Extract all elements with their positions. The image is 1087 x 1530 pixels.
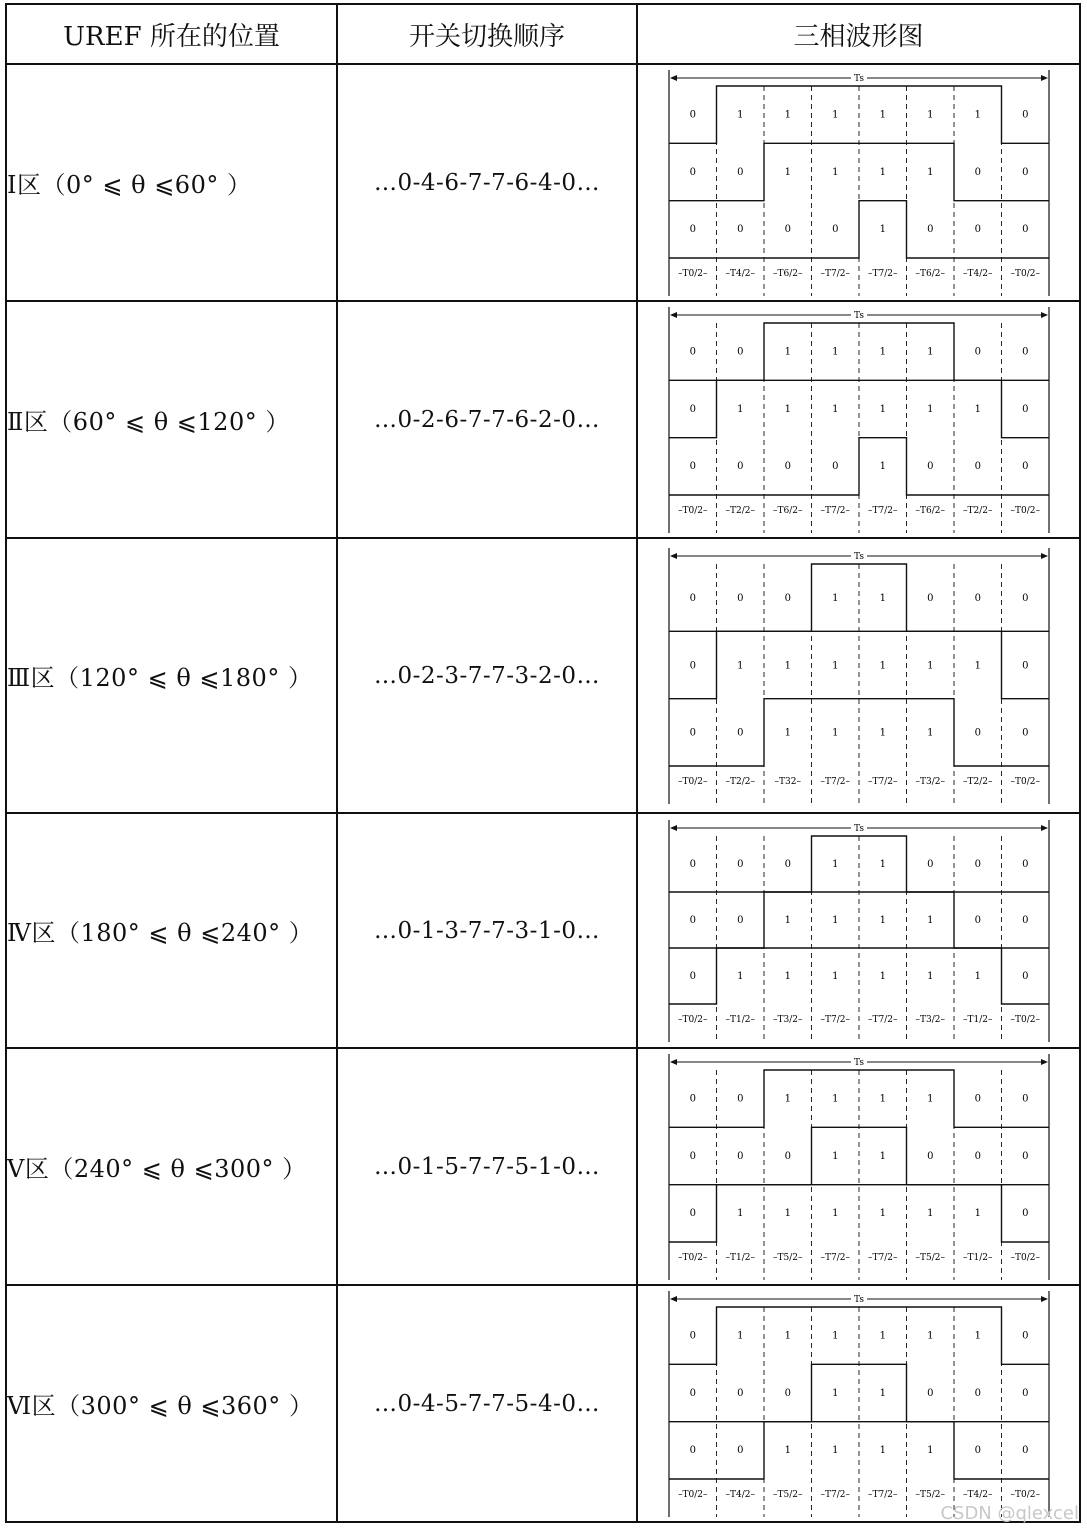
phase-state-label: 0: [1021, 1444, 1028, 1456]
phase-state-label: 1: [784, 1444, 791, 1456]
phase-state-label: 1: [784, 1207, 791, 1219]
phase-state-label: 0: [1021, 1387, 1028, 1399]
phase-state-label: 0: [1021, 1207, 1028, 1219]
phase-state-label: 1: [831, 403, 838, 415]
ts-arrow-left: [670, 1059, 677, 1065]
phase-state-label: 0: [736, 1444, 743, 1456]
phase-state-label: 1: [926, 914, 933, 926]
waveform-diagram: [659, 546, 1059, 806]
phase-state-label: 0: [974, 1387, 981, 1399]
interval-label: –T6/2–: [915, 268, 945, 279]
sector-label: Ⅵ区（300° ⩽ θ ⩽360° ）: [6, 1285, 337, 1522]
phase-state-label: 0: [974, 727, 981, 739]
interval-label: –T2/2–: [725, 505, 755, 516]
phase-state-label: 0: [689, 403, 696, 415]
phase-state-label: 1: [879, 346, 886, 358]
header-row: [6, 4, 1080, 64]
phase-state-label: 1: [831, 1387, 838, 1399]
phase-state-label: 1: [784, 659, 791, 671]
ts-arrow-left: [670, 553, 677, 559]
table-row: [6, 1048, 1080, 1285]
phase-state-label: 1: [784, 403, 791, 415]
phase-state-label: 1: [784, 109, 791, 121]
interval-label: –T7/2–: [820, 505, 850, 516]
header-position: UREF 所在的位置: [6, 4, 337, 64]
phase-state-label: 0: [1021, 727, 1028, 739]
interval-label: –T0/2–: [677, 505, 707, 516]
interval-label: –T7/2–: [820, 1489, 850, 1500]
interval-label: –T1/2–: [962, 1252, 992, 1263]
phase-state-label: 0: [974, 858, 981, 870]
interval-label: –T0/2–: [1010, 1014, 1040, 1025]
phase-state-label: 1: [736, 403, 743, 415]
phase-state-label: 1: [736, 1207, 743, 1219]
interval-label: –T7/2–: [867, 1489, 897, 1500]
header-waveform: 三相波形图: [637, 4, 1080, 64]
ts-arrow-right: [1041, 312, 1048, 318]
phase-state-label: 0: [1021, 858, 1028, 870]
interval-label: –T7/2–: [867, 268, 897, 279]
interval-label: –T7/2–: [820, 776, 850, 787]
phase-state-label: 0: [974, 592, 981, 604]
phase-state-label: 0: [736, 858, 743, 870]
phase-state-label: 1: [831, 166, 838, 178]
phase-state-label: 0: [689, 109, 696, 121]
interval-label: –T3/2–: [915, 776, 945, 787]
interval-label: –T5/2–: [915, 1252, 945, 1263]
interval-label: –T4/2–: [725, 1489, 755, 1500]
phase-state-label: 0: [736, 223, 743, 235]
phase-state-label: 0: [974, 460, 981, 472]
phase-state-label: 0: [926, 858, 933, 870]
phase-state-label: 1: [879, 727, 886, 739]
phase-state-label: 1: [784, 346, 791, 358]
phase-state-label: 0: [926, 460, 933, 472]
waveform-cell: [637, 301, 1080, 538]
phase-state-label: 1: [831, 592, 838, 604]
interval-label: –T0/2–: [677, 1014, 707, 1025]
interval-label: –T7/2–: [820, 1252, 850, 1263]
phase-state-label: 0: [1021, 1093, 1028, 1105]
phase-state-label: 1: [784, 970, 791, 982]
phase-state-label: 1: [926, 1093, 933, 1105]
interval-label: –T0/2–: [1010, 776, 1040, 787]
sector-label: Ⅴ区（240° ⩽ θ ⩽300° ）: [6, 1048, 337, 1285]
phase-state-label: 1: [926, 346, 933, 358]
phase-state-label: 1: [831, 109, 838, 121]
interval-label: –T0/2–: [1010, 505, 1040, 516]
phase-state-label: 1: [926, 166, 933, 178]
waveform-cell: [637, 1285, 1080, 1522]
phase-state-label: 0: [926, 223, 933, 235]
interval-label: –T0/2–: [677, 776, 707, 787]
phase-state-label: 1: [736, 1330, 743, 1342]
ts-label: Ts: [853, 310, 864, 321]
phase-state-label: 0: [736, 914, 743, 926]
interval-label: –T0/2–: [1010, 268, 1040, 279]
ts-label: Ts: [853, 551, 864, 562]
ts-label: Ts: [853, 73, 864, 84]
interval-label: –T7/2–: [820, 1014, 850, 1025]
phase-state-label: 1: [926, 1207, 933, 1219]
waveform-cell: [637, 1048, 1080, 1285]
interval-label: –T4/2–: [725, 268, 755, 279]
phase-state-label: 1: [831, 1330, 838, 1342]
phase-state-label: 1: [974, 109, 981, 121]
waveform-cell: [637, 813, 1080, 1048]
interval-label: –T2/2–: [962, 505, 992, 516]
phase-state-label: 0: [689, 223, 696, 235]
phase-state-label: 1: [784, 166, 791, 178]
ts-arrow-left: [670, 1296, 677, 1302]
phase-state-label: 0: [1021, 659, 1028, 671]
ts-arrow-right: [1041, 75, 1048, 81]
sector-label: Ⅰ区（0° ⩽ θ ⩽60° ）: [6, 64, 337, 301]
phase-state-label: 0: [784, 1150, 791, 1162]
phase-state-label: 0: [784, 1387, 791, 1399]
switch-sequence: …0-2-6-7-7-6-2-0…: [337, 301, 637, 538]
phase-state-label: 0: [831, 223, 838, 235]
table-row: [6, 813, 1080, 1048]
interval-label: –T4/2–: [962, 268, 992, 279]
phase-state-label: 0: [689, 1207, 696, 1219]
phase-state-label: 1: [926, 727, 933, 739]
interval-label: –T1/2–: [725, 1014, 755, 1025]
interval-label: –T7/2–: [867, 1252, 897, 1263]
ts-label: Ts: [853, 1294, 864, 1305]
interval-label: –T4/2–: [962, 1489, 992, 1500]
interval-label: –T32–: [774, 776, 801, 787]
phase-state-label: 1: [736, 659, 743, 671]
phase-state-label: 0: [784, 592, 791, 604]
table-row: [6, 1285, 1080, 1522]
phase-state-label: 1: [974, 1207, 981, 1219]
phase-state-label: 0: [831, 460, 838, 472]
phase-state-label: 1: [879, 970, 886, 982]
interval-label: –T0/2–: [677, 1489, 707, 1500]
phase-state-label: 1: [831, 1207, 838, 1219]
phase-state-label: 0: [689, 592, 696, 604]
phase-state-label: 1: [879, 460, 886, 472]
phase-state-label: 1: [831, 970, 838, 982]
waveform-diagram: [659, 68, 1059, 298]
phase-state-label: 1: [879, 403, 886, 415]
phase-state-label: 0: [689, 166, 696, 178]
phase-state-label: 0: [926, 1387, 933, 1399]
phase-state-label: 0: [689, 1444, 696, 1456]
phase-state-label: 0: [1021, 346, 1028, 358]
phase-state-label: 0: [974, 1150, 981, 1162]
phase-state-label: 1: [831, 1150, 838, 1162]
phase-waveform: [669, 437, 1049, 494]
header-switch-sequence: 开关切换顺序: [337, 4, 637, 64]
interval-label: –T0/2–: [677, 268, 707, 279]
phase-state-label: 0: [1021, 970, 1028, 982]
interval-label: –T3/2–: [772, 1014, 802, 1025]
interval-label: –T2/2–: [725, 776, 755, 787]
phase-state-label: 1: [831, 659, 838, 671]
waveform-diagram: [659, 305, 1059, 535]
phase-state-label: 0: [689, 914, 696, 926]
phase-state-label: 0: [689, 460, 696, 472]
switch-sequence: …0-1-5-7-7-5-1-0…: [337, 1048, 637, 1285]
phase-state-label: 1: [784, 1093, 791, 1105]
phase-state-label: 0: [1021, 109, 1028, 121]
ts-label: Ts: [853, 823, 864, 834]
phase-state-label: 1: [784, 914, 791, 926]
ts-arrow-right: [1041, 1059, 1048, 1065]
phase-state-label: 0: [689, 659, 696, 671]
waveform-cell: [637, 64, 1080, 301]
sector-label: Ⅱ区（60° ⩽ θ ⩽120° ）: [6, 301, 337, 538]
phase-state-label: 0: [1021, 1330, 1028, 1342]
interval-label: –T6/2–: [772, 505, 802, 516]
phase-state-label: 1: [831, 914, 838, 926]
ts-arrow-left: [670, 825, 677, 831]
interval-label: –T7/2–: [820, 268, 850, 279]
phase-state-label: 1: [974, 403, 981, 415]
interval-label: –T0/2–: [1010, 1489, 1040, 1500]
interval-label: –T5/2–: [772, 1489, 802, 1500]
sector-label: Ⅲ区（120° ⩽ θ ⩽180° ）: [6, 538, 337, 813]
phase-state-label: 0: [689, 727, 696, 739]
table-row: [6, 538, 1080, 813]
phase-state-label: 0: [1021, 460, 1028, 472]
phase-state-label: 1: [926, 1444, 933, 1456]
table-row: [6, 64, 1080, 301]
phase-state-label: 0: [736, 1150, 743, 1162]
phase-state-label: 1: [879, 914, 886, 926]
phase-state-label: 1: [879, 659, 886, 671]
switch-sequence: …0-2-3-7-7-3-2-0…: [337, 538, 637, 813]
phase-state-label: 1: [879, 1330, 886, 1342]
phase-state-label: 1: [784, 1330, 791, 1342]
phase-state-label: 0: [1021, 403, 1028, 415]
interval-label: –T6/2–: [772, 268, 802, 279]
phase-state-label: 0: [689, 970, 696, 982]
phase-state-label: 0: [974, 223, 981, 235]
phase-state-label: 0: [736, 1093, 743, 1105]
phase-state-label: 1: [879, 1150, 886, 1162]
interval-label: –T0/2–: [1010, 1252, 1040, 1263]
phase-state-label: 1: [974, 659, 981, 671]
switch-sequence: …0-4-6-7-7-6-4-0…: [337, 64, 637, 301]
phase-state-label: 1: [926, 403, 933, 415]
interval-label: –T0/2–: [677, 1252, 707, 1263]
phase-state-label: 0: [1021, 1150, 1028, 1162]
phase-state-label: 0: [689, 346, 696, 358]
switch-sequence: …0-1-3-7-7-3-1-0…: [337, 813, 637, 1048]
phase-state-label: 1: [831, 1444, 838, 1456]
waveform-diagram: [659, 818, 1059, 1044]
waveform-diagram: [659, 1052, 1059, 1282]
svpwm-sector-table: [5, 3, 1081, 1523]
interval-label: –T5/2–: [772, 1252, 802, 1263]
phase-state-label: 0: [689, 1387, 696, 1399]
ts-arrow-left: [670, 312, 677, 318]
phase-state-label: 0: [689, 1150, 696, 1162]
interval-label: –T2/2–: [962, 776, 992, 787]
interval-label: –T1/2–: [962, 1014, 992, 1025]
phase-state-label: 0: [1021, 592, 1028, 604]
phase-waveform: [669, 200, 1049, 257]
phase-state-label: 1: [926, 659, 933, 671]
phase-state-label: 1: [879, 223, 886, 235]
interval-label: –T3/2–: [915, 1014, 945, 1025]
phase-state-label: 0: [736, 727, 743, 739]
phase-state-label: 0: [974, 346, 981, 358]
ts-arrow-right: [1041, 1296, 1048, 1302]
phase-state-label: 0: [1021, 166, 1028, 178]
phase-state-label: 0: [689, 1330, 696, 1342]
phase-state-label: 0: [689, 1093, 696, 1105]
switch-sequence: …0-4-5-7-7-5-4-0…: [337, 1285, 637, 1522]
phase-state-label: 1: [974, 970, 981, 982]
sector-label: Ⅳ区（180° ⩽ θ ⩽240° ）: [6, 813, 337, 1048]
phase-state-label: 1: [879, 1387, 886, 1399]
phase-state-label: 1: [926, 1330, 933, 1342]
phase-state-label: 0: [974, 166, 981, 178]
phase-state-label: 1: [879, 1093, 886, 1105]
phase-state-label: 1: [831, 727, 838, 739]
phase-state-label: 0: [1021, 914, 1028, 926]
waveform-diagram: [659, 1289, 1059, 1519]
interval-label: –T7/2–: [867, 1014, 897, 1025]
phase-state-label: 1: [879, 1207, 886, 1219]
ts-arrow-left: [670, 75, 677, 81]
phase-state-label: 0: [736, 1387, 743, 1399]
phase-state-label: 0: [736, 592, 743, 604]
phase-state-label: 1: [736, 109, 743, 121]
interval-label: –T1/2–: [725, 1252, 755, 1263]
phase-state-label: 1: [879, 1444, 886, 1456]
phase-state-label: 1: [879, 592, 886, 604]
phase-state-label: 0: [784, 460, 791, 472]
phase-state-label: 1: [831, 858, 838, 870]
phase-state-label: 0: [974, 1444, 981, 1456]
phase-state-label: 0: [784, 223, 791, 235]
phase-state-label: 1: [879, 858, 886, 870]
phase-state-label: 0: [784, 858, 791, 870]
ts-arrow-right: [1041, 825, 1048, 831]
phase-state-label: 1: [784, 727, 791, 739]
phase-state-label: 0: [926, 1150, 933, 1162]
phase-state-label: 0: [736, 346, 743, 358]
phase-state-label: 0: [974, 914, 981, 926]
phase-state-label: 0: [736, 166, 743, 178]
phase-state-label: 1: [831, 1093, 838, 1105]
phase-state-label: 1: [926, 109, 933, 121]
interval-label: –T6/2–: [915, 505, 945, 516]
interval-label: –T7/2–: [867, 505, 897, 516]
phase-state-label: 0: [689, 858, 696, 870]
ts-arrow-right: [1041, 553, 1048, 559]
interval-label: –T7/2–: [867, 776, 897, 787]
phase-state-label: 1: [879, 109, 886, 121]
table-row: [6, 301, 1080, 538]
waveform-cell: [637, 538, 1080, 813]
phase-state-label: 1: [974, 1330, 981, 1342]
interval-label: –T5/2–: [915, 1489, 945, 1500]
phase-state-label: 1: [831, 346, 838, 358]
phase-state-label: 0: [974, 1093, 981, 1105]
phase-state-label: 1: [879, 166, 886, 178]
phase-state-label: 1: [926, 970, 933, 982]
ts-label: Ts: [853, 1057, 864, 1068]
phase-state-label: 1: [736, 970, 743, 982]
phase-state-label: 0: [926, 592, 933, 604]
phase-state-label: 0: [736, 460, 743, 472]
watermark: CSDN @qlexcel: [940, 1503, 1079, 1524]
phase-state-label: 0: [1021, 223, 1028, 235]
